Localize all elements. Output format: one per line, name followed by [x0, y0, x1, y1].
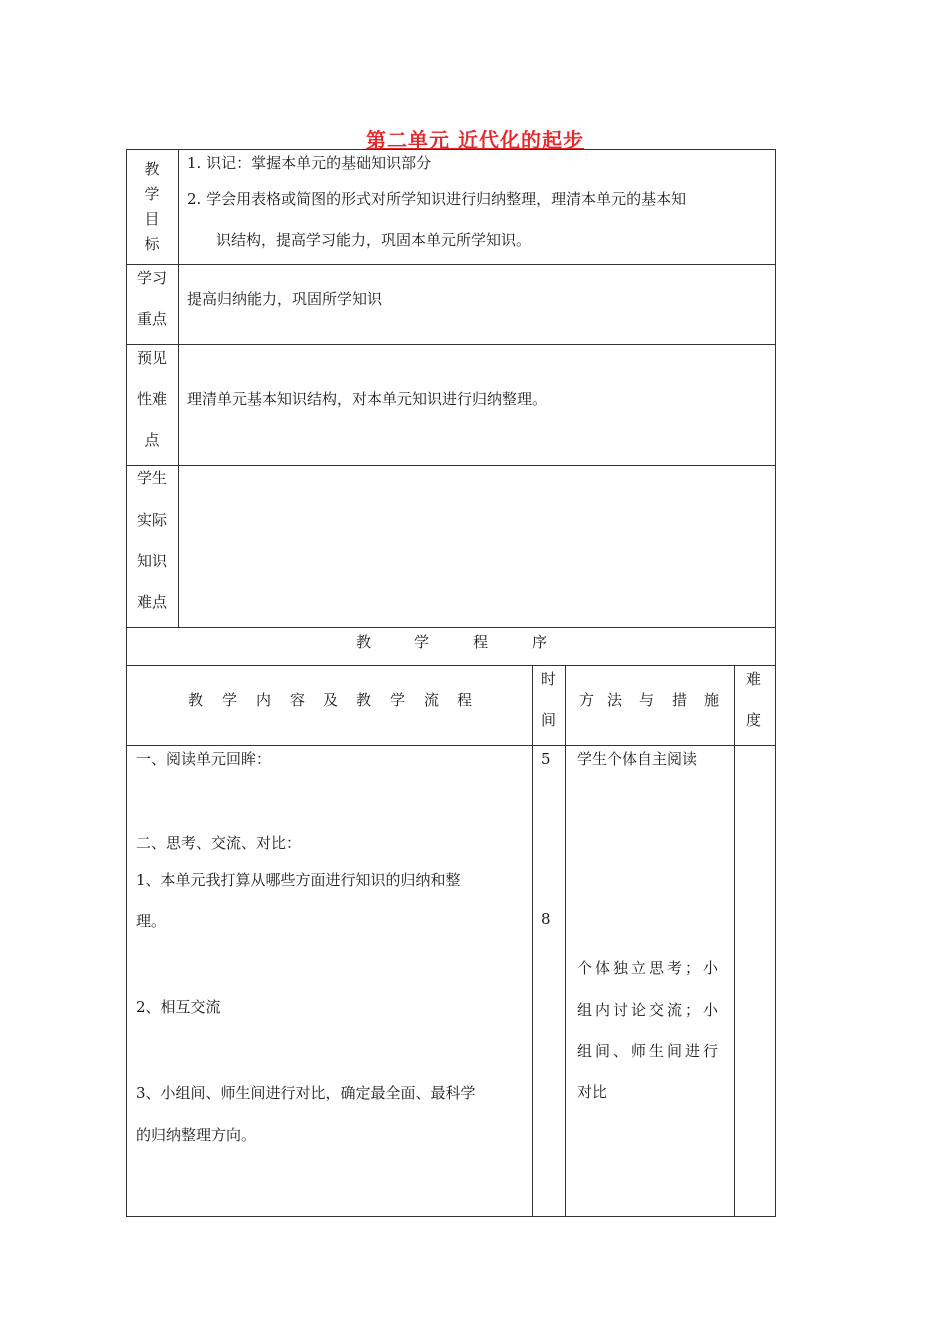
col-content-3: 内: [256, 691, 272, 709]
col-time-2: 间: [541, 711, 557, 729]
program-header-1: 教: [356, 633, 372, 651]
row-divider: [126, 264, 776, 265]
objective-line-3: 识结构，提高学习能力，巩固本单元所学知识。: [216, 231, 532, 249]
content-item-3-line-2: 的归纳整理方向。: [136, 1126, 257, 1144]
content-section-1: 一、阅读单元回眸：: [136, 750, 272, 768]
difficulty-column-divider: [734, 665, 735, 1217]
key-points-label-1: 学习: [136, 269, 167, 287]
content-item-1-line-1: 1、本单元我打算从哪些方面进行知识的归纳和整: [136, 871, 461, 889]
difficulties-label-2: 性难: [136, 390, 167, 408]
program-header-4: 序: [532, 633, 548, 651]
col-content-5: 及: [323, 691, 339, 709]
col-content-9: 程: [457, 691, 473, 709]
content-item-2: 2、相互交流: [136, 998, 221, 1016]
difficulties-text: 理清单元基本知识结构，对本单元知识进行归纳整理。: [187, 390, 548, 408]
objective-line-2: 2. 学会用表格或简图的形式对所学知识进行归纳整理，理清本单元的基本知: [187, 190, 687, 208]
student-difficulties-label-4: 难点: [136, 593, 167, 611]
col-content-2: 学: [222, 691, 238, 709]
difficulties-label-1: 预见: [136, 349, 167, 367]
col-time-1: 时: [541, 670, 557, 688]
col-content-4: 容: [290, 691, 306, 709]
row-divider: [126, 745, 776, 746]
time-column-divider-right: [565, 665, 566, 1217]
method-2-line-4: 对比: [577, 1083, 608, 1101]
student-difficulties-label-2: 实际: [136, 511, 167, 529]
method-1: 学生个体自主阅读: [577, 750, 698, 768]
content-item-1-line-2: 理。: [136, 912, 167, 930]
row-divider: [126, 465, 776, 466]
time-value-1: 5: [541, 750, 551, 768]
student-difficulties-label-1: 学生: [136, 469, 167, 487]
key-points-text: 提高归纳能力，巩固所学知识: [187, 290, 383, 308]
label-column-divider: [178, 149, 179, 627]
page-title: 第二单元 近代化的起步: [366, 128, 584, 152]
col-content-8: 流: [424, 691, 440, 709]
col-method-4: 措: [672, 691, 688, 709]
content-item-3-line-1: 3、小组间、师生间进行对比，确定最全面、最科学: [136, 1084, 476, 1102]
col-method-2: 法: [607, 691, 623, 709]
program-header-2: 学: [414, 633, 430, 651]
difficulties-label-3: 点: [144, 431, 160, 449]
content-section-2: 二、思考、交流、对比：: [136, 834, 302, 852]
program-header-3: 程: [473, 633, 489, 651]
row-divider: [126, 344, 776, 345]
student-difficulties-label-3: 知识: [136, 552, 167, 570]
col-content-1: 教: [188, 691, 204, 709]
time-column-divider-left: [532, 665, 533, 1217]
col-difficulty-2: 度: [746, 711, 762, 729]
objectives-label-1: 教: [144, 160, 160, 178]
row-divider: [126, 665, 776, 666]
col-content-6: 教: [356, 691, 372, 709]
method-2-line-3: 组间、师生间进行: [577, 1042, 722, 1060]
col-content-7: 学: [390, 691, 406, 709]
method-2-line-1: 个体独立思考；小: [577, 959, 722, 977]
time-value-2: 8: [541, 910, 551, 928]
method-2-line-2: 组内讨论交流；小: [577, 1001, 722, 1019]
col-method-3: 与: [639, 691, 655, 709]
objectives-label-2: 学: [144, 185, 160, 203]
objectives-label-3: 目: [144, 210, 160, 228]
row-divider: [126, 627, 776, 628]
col-difficulty-1: 难: [746, 670, 762, 688]
key-points-label-2: 重点: [136, 310, 167, 328]
col-method-1: 方: [579, 691, 595, 709]
col-method-5: 施: [704, 691, 720, 709]
objective-line-1: 1. 识记：掌握本单元的基础知识部分: [187, 154, 432, 172]
objectives-label-4: 标: [144, 235, 160, 253]
